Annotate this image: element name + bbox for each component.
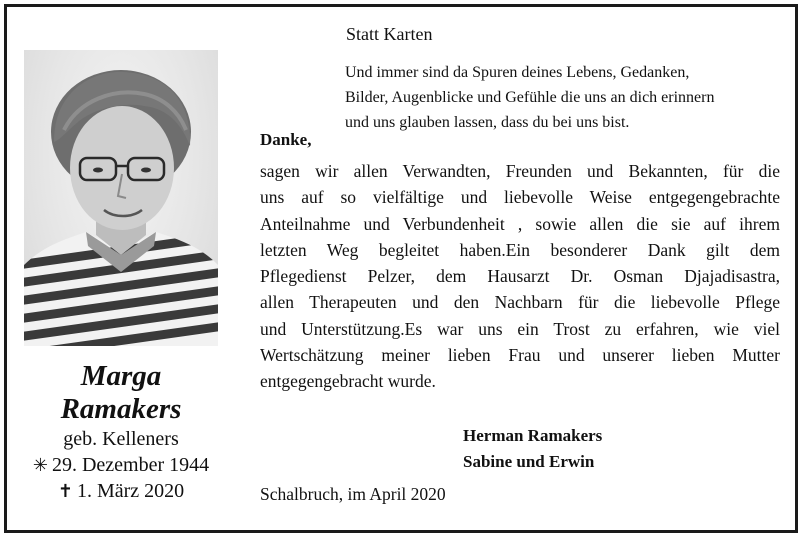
birth-date: 29. Dezember 1944: [51, 454, 210, 476]
statt-karten-header: Statt Karten: [346, 24, 433, 44]
verse-line: und uns glauben lassen, dass du bei uns bist.: [345, 114, 630, 131]
portrait-illustration: [24, 50, 218, 346]
verse-line: Und immer sind da Spuren deines Lebens, Gedanken,: [345, 64, 690, 81]
birth-date-line: [14, 452, 228, 478]
thanks-line: Wertschätzung meiner lieben Frau und unserer lieben Mutter: [260, 345, 780, 366]
memorial-verse: [345, 60, 714, 135]
death-date-line: [14, 478, 228, 504]
thanks-line: uns auf so vielfältige und liebevolle Weise entgegengebrachte: [260, 187, 780, 208]
signers: [463, 423, 602, 475]
birth-name: geb. Kelleners: [63, 428, 179, 450]
thanks-line: allen Therapeuten und den Nachbarn für die liebevolle Pflege: [260, 292, 780, 313]
portrait-photo: [24, 50, 218, 346]
thanks-line: Pflegedienst Pelzer, dem Hausarzt Dr. Osman Djajadisastra,: [260, 266, 780, 287]
thanks-line: sagen wir allen Verwandten, Freunden und Bekannten, für die: [260, 161, 780, 181]
signer-name: Herman Ramakers: [463, 426, 603, 445]
thanks-body: [260, 158, 780, 395]
thanks-line: Anteilnahme und Verbundenheit , sowie allen die sie auf ihrem: [260, 213, 780, 234]
cross-icon: ✝: [57, 481, 73, 501]
deceased-first-name: Marga: [80, 360, 162, 392]
death-date: 1. März 2020: [76, 480, 185, 502]
deceased-last-name: Ramakers: [60, 393, 182, 425]
place-and-date: Schalbruch, im April 2020: [260, 484, 446, 504]
asterisk-icon: ✳: [32, 455, 48, 475]
thanks-line: entgegengebracht wurde.: [260, 371, 436, 392]
thanks-line: letzten Weg begleitet haben.Ein besonderer Dank gilt dem: [260, 239, 780, 260]
signer-name: Sabine und Erwin: [463, 452, 595, 471]
verse-line: Bilder, Augenblicke und Gefühle die uns an dich erinnern: [345, 89, 715, 106]
thanks-line: und Unterstützung.Es war uns ein Trost zu erfahren, wie viel: [260, 318, 780, 339]
thanks-heading: Danke,: [260, 130, 312, 149]
deceased-info: [14, 360, 228, 504]
